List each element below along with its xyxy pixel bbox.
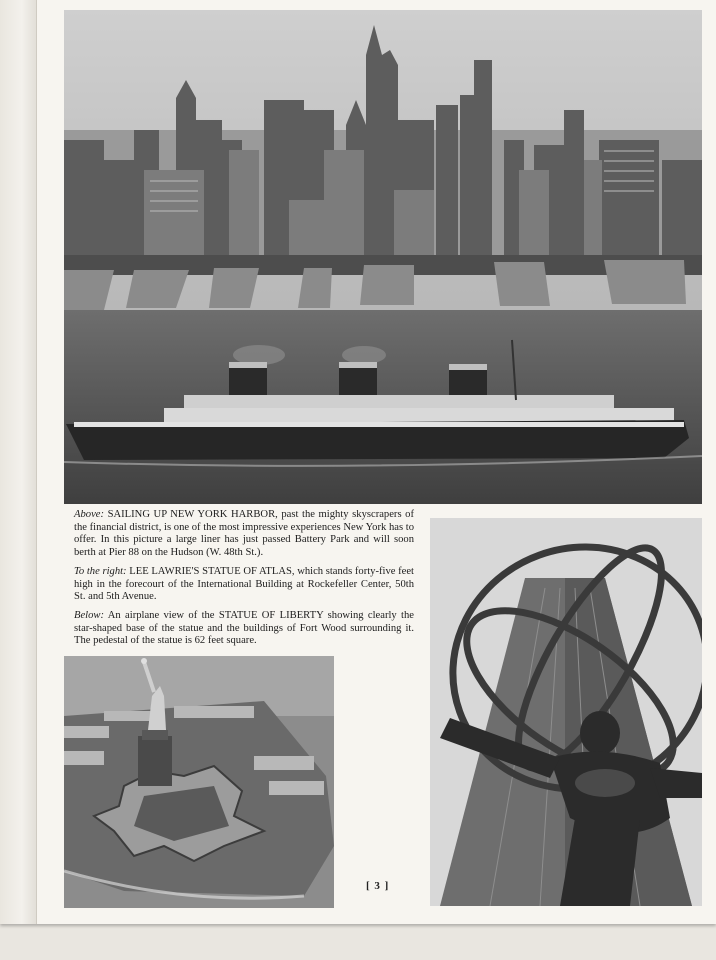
ocean-liner-skyline-photo	[64, 10, 702, 504]
caption-below	[74, 610, 414, 648]
caption-right-text: LEE LAWRIE'S STATUE OF ATLAS, which stands forty-five feet high in the forecourt of the International Building at Rockefeller Center, 50th St. and 5th Avenue.	[74, 566, 414, 603]
caption-right	[74, 566, 414, 604]
caption-above-lead: Above:	[74, 509, 104, 520]
caption-right-lead: To the right:	[74, 566, 127, 577]
caption-above	[74, 509, 414, 559]
atlas-statue-photo	[430, 518, 702, 906]
caption-below-lead: Below:	[74, 610, 105, 621]
caption-above-text: SAILING UP NEW YORK HARBOR, past the mighty skyscrapers of the financial district, is one of the most impressive experiences New York has to offer. In this picture a large liner has just passed Battery Park and will soon berth at Pier 88 on the Hudson (W. 48th St.).	[74, 509, 414, 558]
page-binding-edge	[0, 0, 37, 924]
statue-of-liberty-aerial-photo	[64, 656, 334, 908]
caption-below-text: An airplane view of the STATUE OF LIBERTY showing clearly the star-shaped base of the statue and the buildings of Fort Wood surrounding it. The pedestal of the statue is 62 feet square.	[74, 610, 414, 647]
page-number: [ 3 ]	[366, 880, 390, 892]
